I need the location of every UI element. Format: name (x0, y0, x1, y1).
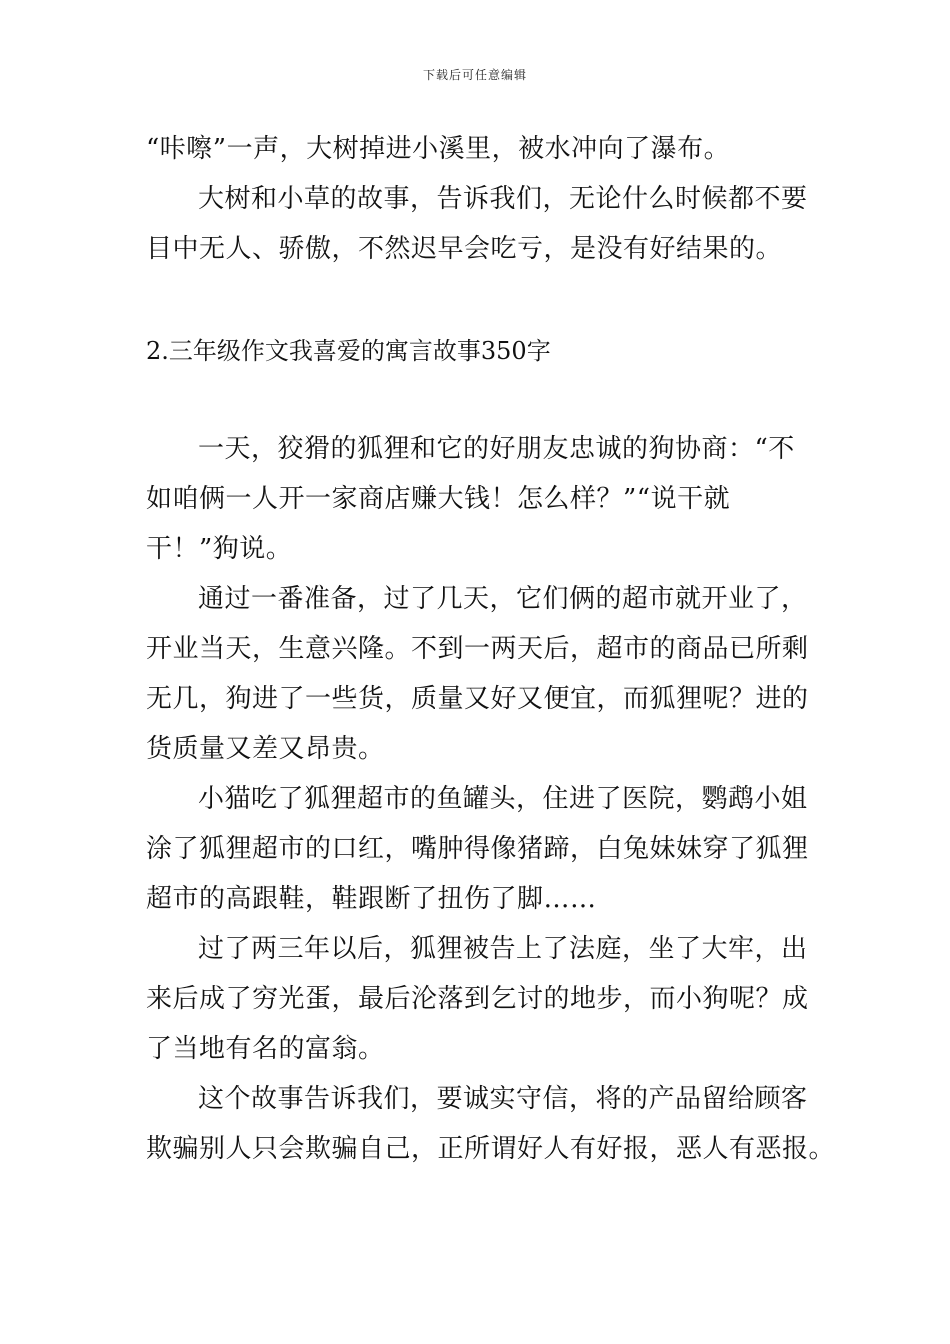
paragraph-line: 无几，狗进了一些货，质量又好又便宜，而狐狸呢？进的 (146, 684, 809, 714)
paragraph-line: 一天，狡猾的狐狸和它的好朋友忠诚的狗协商：“不 (198, 434, 795, 464)
paragraph-line: 干！”狗说。 (146, 534, 293, 564)
paragraph-line: 大树和小草的故事，告诉我们，无论什么时候都不要 (198, 184, 808, 214)
paragraph-line: 货质量又差又昂贵。 (146, 734, 385, 764)
paragraph-line: 通过一番准备，过了几天，它们俩的超市就开业了， (198, 584, 808, 614)
paragraph-line: 目中无人、骄傲，不然迟早会吃亏，是没有好结果的。 (146, 234, 783, 264)
paragraph-line: 这个故事告诉我们，要诚实守信，将的产品留给顾客 (198, 1084, 808, 1114)
paragraph-line: 来后成了穷光蛋，最后沦落到乞讨的地步，而小狗呢？成 (146, 984, 809, 1014)
section-1-text (146, 124, 810, 274)
section-heading: 2.三年级作文我喜爱的寓言故事350字 (146, 337, 551, 365)
paragraph-line: 过了两三年以后，狐狸被告上了法庭，坐了大牢，出 (198, 934, 808, 964)
section-2-text (146, 424, 836, 1174)
paragraph-line: 了当地有名的富翁。 (146, 1034, 385, 1064)
paragraph-line: 欺骗别人只会欺骗自己，正所谓好人有好报，恶人有恶报。 (146, 1134, 836, 1164)
paragraph-line: 涂了狐狸超市的口红，嘴肿得像猪蹄，白兔妹妹穿了狐狸 (146, 834, 809, 864)
page-header: 下载后可任意编辑 (422, 68, 527, 82)
paragraph-line: “咔嚓”一声，大树掉进小溪里，被水冲向了瀑布。 (146, 134, 731, 164)
paragraph-line: 小猫吃了狐狸超市的鱼罐头，住进了医院，鹦鹉小姐 (198, 784, 808, 814)
paragraph-line: 开业当天，生意兴隆。不到一两天后，超市的商品已所剩 (146, 634, 809, 664)
paragraph-line: 如咱俩一人开一家商店赚大钱！怎么样？”“说干就 (146, 484, 731, 514)
paragraph-line: 超市的高跟鞋，鞋跟断了扭伤了脚…… (146, 884, 597, 914)
